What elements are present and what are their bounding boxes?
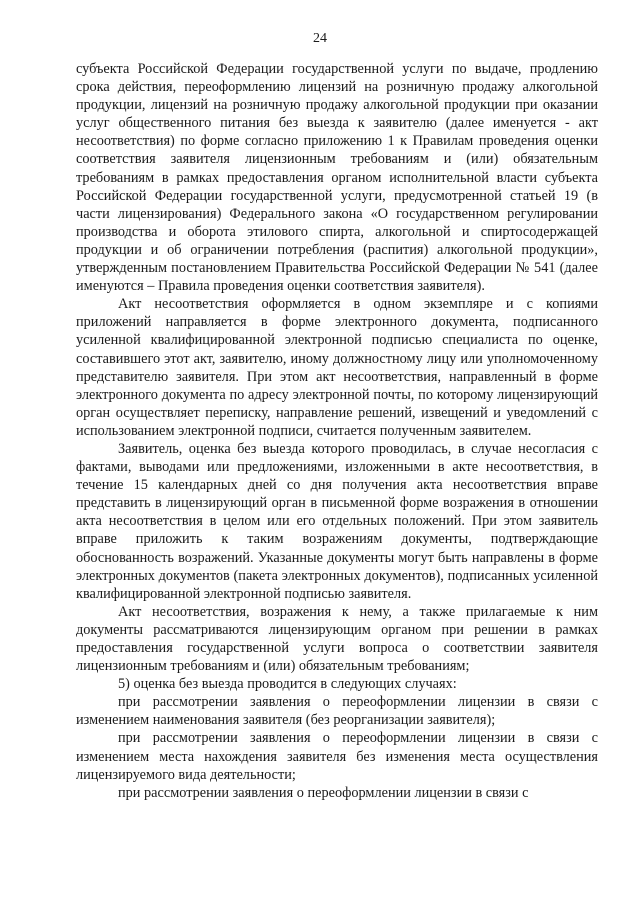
paragraph-4: Акт несоответствия, возражения к нему, а также прилагаемые к ним документы рассматриваются лицензирующим органом при решении в рамках предоставления государственной услуги вопроса о соответствии заявителя лицензионным требованиям и (или) обязательным требованиям; [76,603,598,675]
paragraph-1: субъекта Российской Федерации государственной услуги по выдаче, продлению срока действия, переоформлению лицензий на розничную продажу алкогольной продукции, лицензий на розничную продажу алкогольной продукции при оказании услуг общественного питания без выезда к заявителю (далее именуется - акт несоответствия) по форме согласно приложению 1 к Правилам проведения оценки соответствия заявителя лицензионным требованиям и (или) обязательным требованиям в рамках предоставления органом исполнительной власти субъекта Российской Федерации государственной услуги, предусмотренной статьей 19 (в части лицензирования) Федерального закона «О государственном регулировании производства и оборота этилового спирта, алкогольной и спиртосодержащей продукции и об ограничении потребления (распития) алкогольной продукции», утвержденным постановлением Правительства Российской Федерации № 541 (далее именуются – Правила проведения оценки соответствия заявителя). [76,61,598,295]
paragraph-7: при рассмотрении заявления о переоформлении лицензии в связи с изменением места нахождения заявителя без изменения места осуществления лицензируемого вида деятельности; [76,730,598,783]
document-body [76,60,598,802]
paragraph-6: при рассмотрении заявления о переоформлении лицензии в связи с изменением наименования заявителя (без реорганизации заявителя); [76,694,598,729]
paragraph-8: при рассмотрении заявления о переоформлении лицензии в связи с [118,784,529,801]
paragraph-2: Акт несоответствия оформляется в одном экземпляре и с копиями приложений направляется в форме электронного документа, подписанного усиленной квалифицированной электронной подписью специалиста по оценке, составившего этот акт, заявителю, иному должностному лицу или уполномоченному представителю заявителя. При этом акт несоответствия, направленный в форме электронного документа по адресу электронной почты, по которому лицензирующий орган осуществляет переписку, направление решений, извещений и уведомлений с использованием электронной подписи, считается полученным заявителем. [76,296,598,439]
paragraph-3: Заявитель, оценка без выезда которого проводилась, в случае несогласия с фактами, выводами или предложениями, изложенными в акте несоответствия, в течение 15 календарных дней со дня получения акта несоответствия вправе представить в лицензирующий орган в письменной форме возражения в отношении акта несоответствия в целом или его отдельных положений. При этом заявитель вправе приложить к таким возражениям документы, подтверждающие обоснованность возражений. Указанные документы могут быть направлены в форме электронных документов (пакета электронных документов), подписанных усиленной квалифицированной электронной подписью заявителя. [76,440,598,602]
paragraph-5: 5) оценка без выезда проводится в следующих случаях: [118,676,457,693]
page-number: 24 [313,31,327,46]
